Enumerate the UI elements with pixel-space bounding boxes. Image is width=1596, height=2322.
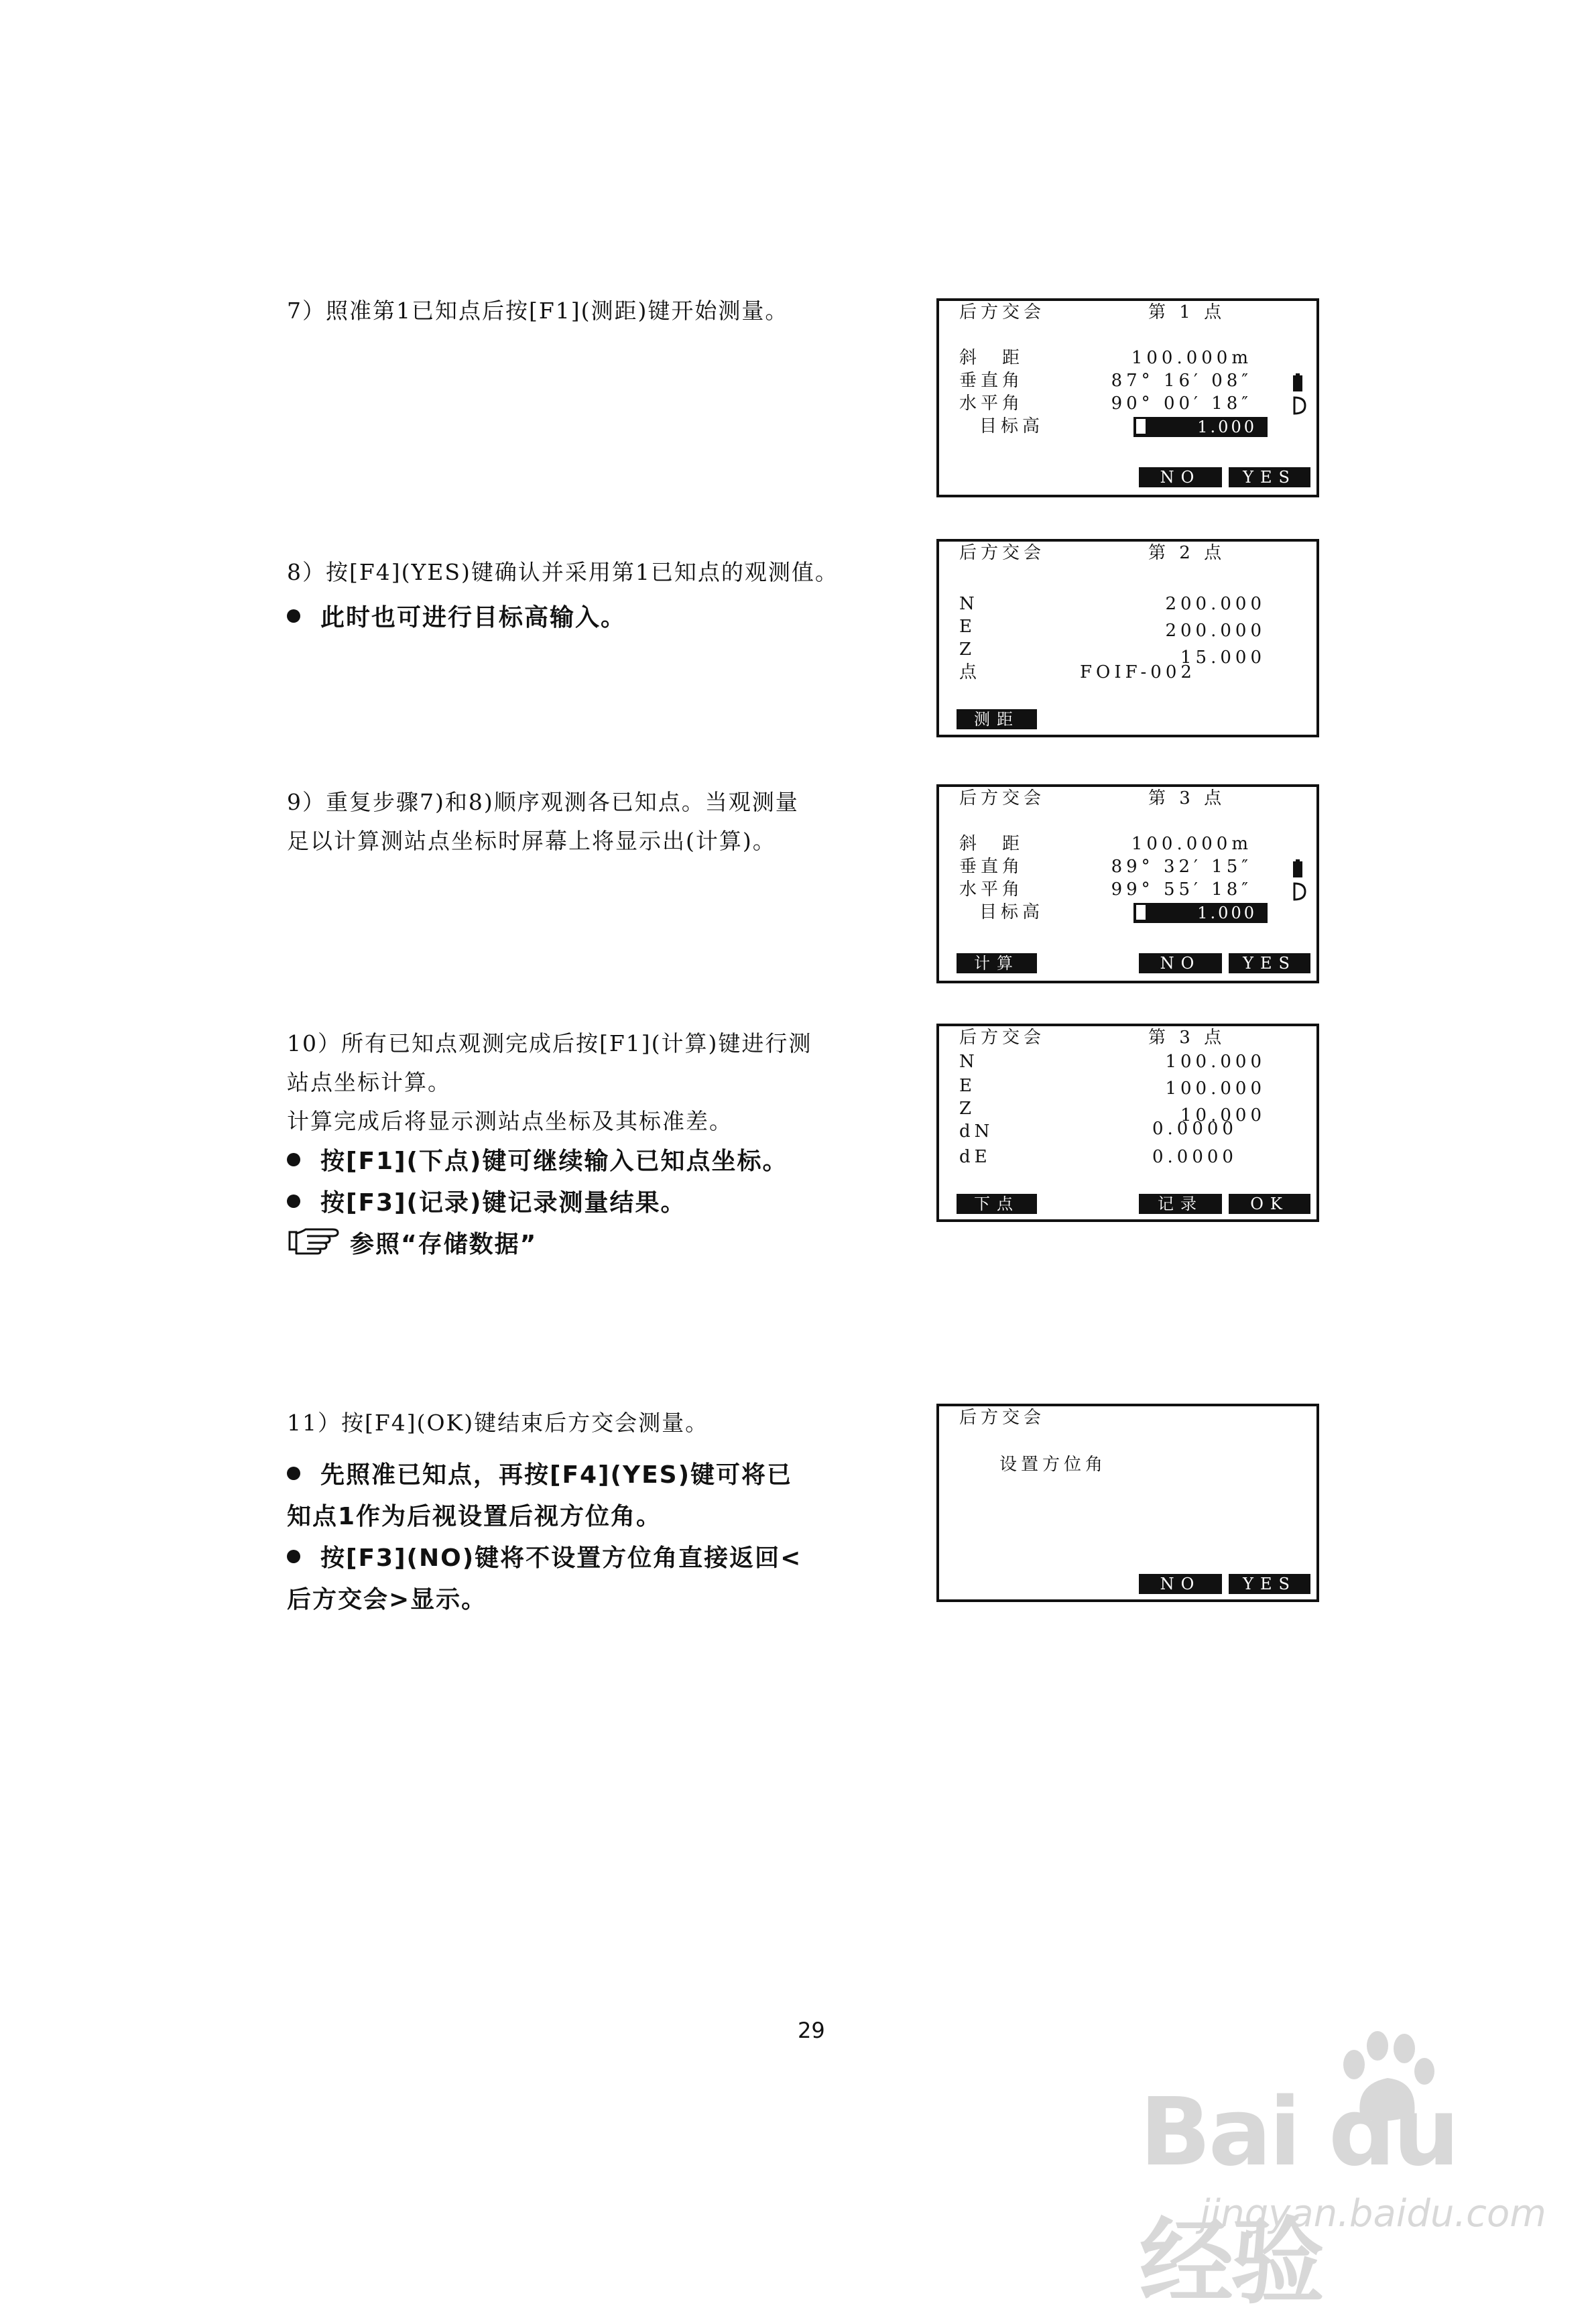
cursor — [1136, 419, 1146, 434]
step-11-line: 11）按[F4](OK)键结束后方交会测量。 — [287, 1410, 709, 1436]
step-8-bullet — [287, 597, 839, 639]
battery-icon — [1292, 859, 1304, 878]
screen-title: 后方交会 — [959, 1028, 1046, 1048]
step-7-text — [287, 292, 788, 330]
row-label: Z — [959, 639, 976, 660]
reference-note — [287, 1224, 812, 1267]
reference-text: 参照“存储数据” — [350, 1231, 538, 1258]
row-value: FOIF-002 — [1080, 662, 1196, 682]
ok-button[interactable]: OK — [1229, 1194, 1310, 1214]
row-value: 100.000 — [1165, 1079, 1266, 1099]
step-10-text — [287, 1024, 812, 1267]
half-circle-icon — [1292, 396, 1306, 415]
row-label: 垂直角 — [959, 857, 1024, 877]
bullet-text: 按[F1](下点)键可继续输入已知点坐标。 — [320, 1148, 788, 1175]
row-value: 100.000m — [1131, 348, 1252, 368]
row-label: 水平角 — [959, 879, 1024, 900]
row-value: 0.0000 — [1152, 1147, 1237, 1167]
watermark — [1126, 2031, 1555, 2317]
row-value: 100.000 — [1165, 1052, 1266, 1072]
bullet-text: 按[F3](NO)键将不设置方位角直接返回< — [320, 1544, 802, 1572]
screen-title: 后方交会 — [959, 302, 1046, 322]
bullet-icon — [287, 609, 300, 623]
instrument-screen-4 — [936, 1024, 1319, 1222]
row-label: E — [959, 1076, 976, 1096]
row-value: 89° 32′ 15″ — [1111, 857, 1252, 877]
row-label: 目标高 — [979, 902, 1044, 922]
screen-title: 后方交会 — [959, 1408, 1046, 1428]
target-height-input[interactable] — [1133, 417, 1268, 437]
step-11-bullet-1 — [287, 1455, 802, 1496]
watermark-brand: Bai du 经验 — [1140, 2078, 1457, 2317]
half-circle-icon — [1292, 882, 1306, 901]
row-value: 87° 16′ 08″ — [1111, 371, 1252, 391]
instrument-screen-3 — [936, 784, 1319, 983]
row-label: N — [959, 1052, 979, 1072]
record-button[interactable]: 记录 — [1139, 1194, 1222, 1214]
row-value: 99° 55′ 18″ — [1111, 879, 1252, 900]
bullet-icon — [287, 1550, 300, 1563]
screen-title: 后方交会 — [959, 788, 1046, 808]
step-11-bullet-2-cont: 后方交会>显示。 — [287, 1586, 487, 1613]
screen-point: 第 1 点 — [1148, 302, 1226, 322]
step-10-line-1: 10）所有已知点观测完成后按[F1](计算)键进行测 — [287, 1030, 812, 1056]
battery-icon — [1292, 373, 1304, 392]
next-point-button[interactable]: 下点 — [957, 1194, 1037, 1214]
row-value: 0.0000 — [1152, 1119, 1237, 1139]
step-10-line-2: 站点坐标计算。 — [287, 1069, 451, 1095]
row-label: dE — [959, 1147, 991, 1167]
page-number: 29 — [798, 2018, 825, 2043]
step-9-text — [287, 783, 799, 861]
bullet-icon — [287, 1153, 300, 1166]
row-label: N — [959, 594, 979, 614]
cursor — [1136, 905, 1146, 920]
step-11-bullet-1-cont: 知点1作为后视设置后视方位角。 — [287, 1503, 662, 1530]
screen-point: 第 2 点 — [1148, 543, 1226, 563]
no-button[interactable]: NO — [1139, 1574, 1222, 1594]
step-9-line-2: 足以计算测站点坐标时屏幕上将显示出(计算)。 — [287, 828, 776, 854]
row-label: 斜 距 — [959, 834, 1024, 854]
screen-title: 后方交会 — [959, 543, 1046, 563]
bullet-icon — [287, 1467, 300, 1480]
row-value: 10.000 — [1180, 1105, 1266, 1125]
screen-point: 第 3 点 — [1148, 788, 1226, 808]
yes-button[interactable]: YES — [1229, 953, 1310, 973]
step-10-bullet-2 — [287, 1182, 812, 1224]
target-height-value: 1.000 — [1197, 904, 1257, 922]
target-height-value: 1.000 — [1197, 418, 1257, 436]
row-value: 15.000 — [1180, 648, 1266, 668]
row-label: 斜 距 — [959, 348, 1024, 368]
screen-point: 第 3 点 — [1148, 1028, 1226, 1048]
step-8-text — [287, 553, 839, 639]
bullet-icon — [287, 1195, 300, 1208]
step-11-text — [287, 1404, 802, 1621]
step-9-line-1: 9）重复步骤7)和8)顺序观测各已知点。当观测量 — [287, 789, 799, 815]
target-height-input[interactable] — [1133, 903, 1268, 923]
step-7-line: 7）照准第1已知点后按[F1](测距)键开始测量。 — [287, 298, 789, 324]
step-10-bullet-1 — [287, 1141, 812, 1182]
row-label: 水平角 — [959, 393, 1024, 414]
instrument-screen-1 — [936, 298, 1319, 497]
instrument-screen-2 — [936, 539, 1319, 737]
no-button[interactable]: NO — [1139, 953, 1222, 973]
row-label: 垂直角 — [959, 371, 1024, 391]
yes-button[interactable]: YES — [1229, 467, 1310, 487]
yes-button[interactable]: YES — [1229, 1574, 1310, 1594]
row-label: 点 — [959, 662, 981, 682]
row-value: 200.000 — [1165, 594, 1266, 614]
calculate-button[interactable]: 计算 — [957, 953, 1037, 973]
pointing-hand-icon — [287, 1224, 346, 1267]
row-value: 90° 00′ 18″ — [1111, 393, 1252, 414]
step-8-line: 8）按[F4](YES)键确认并采用第1已知点的观测值。 — [287, 559, 839, 585]
screen-message: 设置方位角 — [999, 1455, 1107, 1475]
instrument-screen-5 — [936, 1404, 1319, 1602]
row-label: dN — [959, 1121, 994, 1142]
no-button[interactable]: NO — [1139, 467, 1222, 487]
row-label: E — [959, 617, 976, 637]
bullet-text: 按[F3](记录)键记录测量结果。 — [320, 1189, 686, 1217]
row-label: Z — [959, 1099, 976, 1119]
bullet-text: 此时也可进行目标高输入。 — [320, 604, 627, 631]
step-10-line-3: 计算完成后将显示测站点坐标及其标准差。 — [287, 1108, 733, 1134]
watermark-site: jingyan.baidu.com — [1200, 2192, 1546, 2236]
row-value: 200.000 — [1165, 621, 1266, 641]
bullet-text: 先照准已知点，再按[F4](YES)键可将已 — [320, 1461, 793, 1489]
step-11-bullet-2 — [287, 1538, 802, 1579]
row-label: 目标高 — [979, 416, 1044, 436]
row-value: 100.000m — [1131, 834, 1252, 854]
measure-distance-button[interactable]: 测距 — [957, 709, 1037, 729]
